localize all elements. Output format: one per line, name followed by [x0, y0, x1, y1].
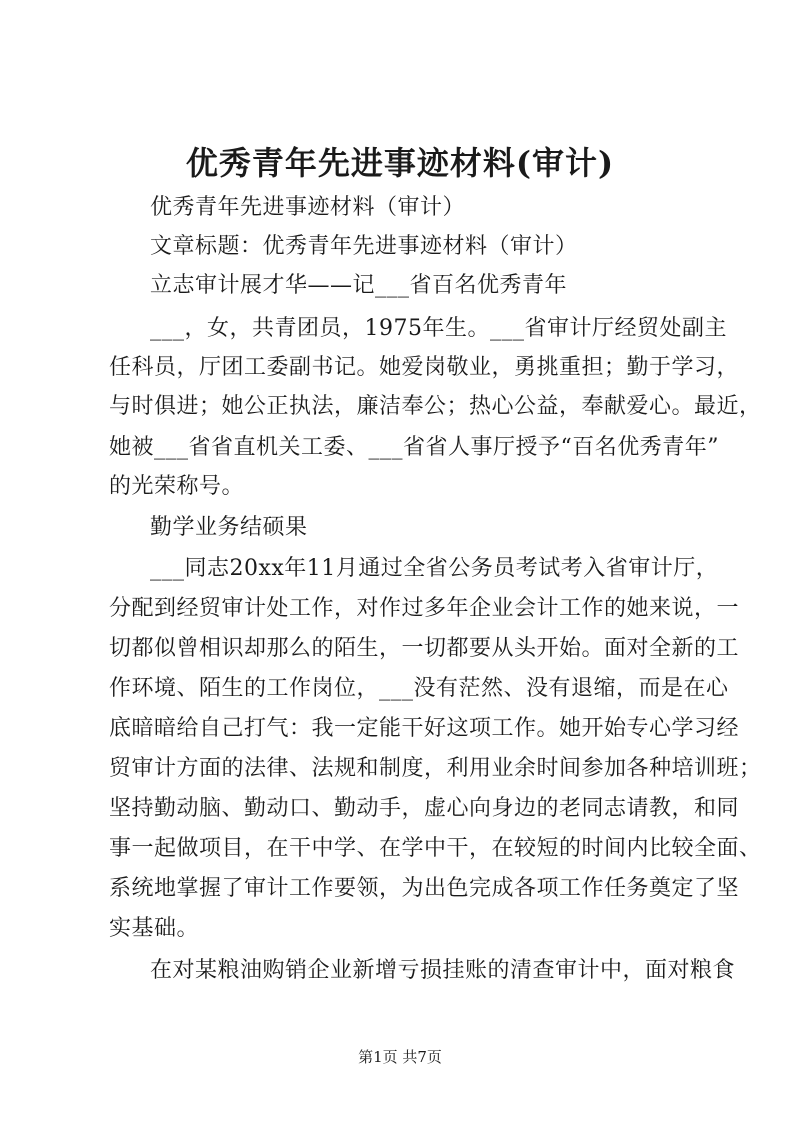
text-line: 在对某粮油购销企业新增亏损挂账的清查审计中，面对粮食 — [150, 958, 736, 983]
section-heading: 勤学业务结硕果 — [150, 515, 308, 540]
document-title: 优秀青年先进事迹材料(审计) — [185, 144, 615, 182]
text-line: ___，女，共青团员，1975年生。___省审计厅经贸处副主 — [150, 316, 727, 341]
text-line: 优秀青年先进事迹材料（审计） — [150, 195, 466, 220]
text-line: 她被___省省直机关工委、___省省人事厅授予“百名优秀青年” — [109, 435, 719, 460]
text-line: 作环境、陌生的工作岗位，___没有茫然、没有退缩，而是在心 — [109, 676, 729, 701]
text-line: 分配到经贸审计处工作，对作过多年企业会计工作的她来说，一 — [109, 596, 740, 621]
text-line: 系统地掌握了审计工作要领，为出色完成各项工作任务奠定了坚 — [109, 876, 740, 901]
page-footer: 第1页 共7页 — [358, 1048, 442, 1066]
text-line: 实基础。 — [109, 916, 200, 941]
text-line: 的光荣称号。 — [109, 474, 245, 499]
text-line: 切都似曾相识却那么的陌生，一切都要从头开始。面对全新的工 — [109, 636, 740, 661]
text-line: 立志审计展才华——记___省百名优秀青年 — [150, 273, 568, 298]
text-line: 底暗暗给自己打气：我一定能干好这项工作。她开始专心学习经 — [109, 716, 740, 741]
text-line: 与时俱进；她公正执法，廉洁奉公；热心公益，奉献爱心。最近， — [109, 394, 762, 419]
text-line: 事一起做项目，在干中学、在学中干，在较短的时间内比较全面、 — [109, 836, 762, 861]
text-line: 任科员，厅团工委副书记。她爱岗敬业，勇挑重担；勤于学习， — [109, 355, 740, 380]
text-line: 坚持勤动脑、勤动口、勤动手，虚心向身边的老同志请教，和同 — [109, 796, 740, 821]
text-line: 贸审计方面的法律、法规和制度，利用业余时间参加各种培训班； — [109, 756, 762, 781]
text-line: 文章标题：优秀青年先进事迹材料（审计） — [150, 234, 578, 259]
text-line: ___同志20xx年11月通过全省公务员考试考入省审计厅， — [150, 556, 719, 581]
